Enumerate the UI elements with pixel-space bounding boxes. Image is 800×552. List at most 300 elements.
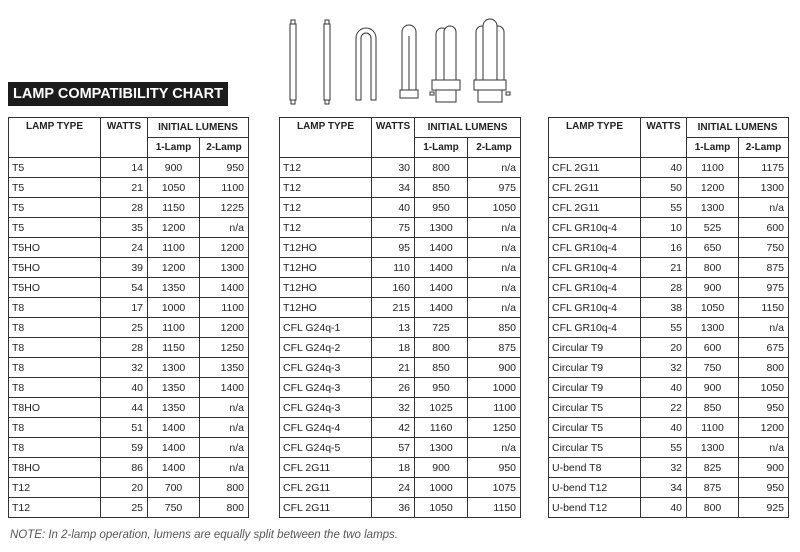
- watts-header: WATTS: [641, 118, 687, 158]
- lamp-type-cell: CFL GR10q-4: [549, 238, 641, 258]
- table-row: [9, 358, 249, 378]
- one-lamp-lumens-cell: 1150: [148, 198, 200, 218]
- lamp-type-cell: T12HO: [280, 278, 372, 298]
- lamp-type-cell: CFL G24q-3: [280, 398, 372, 418]
- watts-cell: 34: [641, 478, 687, 498]
- table-row: [549, 418, 789, 438]
- two-lamp-lumens-cell: n/a: [468, 258, 521, 278]
- lamp-type-cell: T8: [9, 378, 101, 398]
- one-lamp-lumens-cell: 950: [415, 378, 468, 398]
- lamp-type-cell: T5: [9, 178, 101, 198]
- table-row: [280, 298, 521, 318]
- two-lamp-lumens-cell: 925: [739, 498, 789, 518]
- one-lamp-lumens-cell: 750: [687, 358, 739, 378]
- table-row: [280, 418, 521, 438]
- triple-tube-pin-base-icon: [474, 19, 510, 102]
- watts-cell: 54: [101, 278, 148, 298]
- quad-tube-pin-base-icon: [430, 26, 460, 102]
- lamp-type-cell: Circular T5: [549, 438, 641, 458]
- table-row: [549, 478, 789, 498]
- one-lamp-lumens-cell: 1100: [687, 158, 739, 178]
- one-lamp-lumens-cell: 850: [415, 178, 468, 198]
- table-row: [280, 278, 521, 298]
- lamp-type-cell: CFL GR10q-4: [549, 218, 641, 238]
- watts-cell: 40: [101, 378, 148, 398]
- two-lamp-lumens-cell: 950: [739, 398, 789, 418]
- lamp-type-cell: T8: [9, 358, 101, 378]
- two-lamp-lumens-cell: 1400: [200, 378, 249, 398]
- two-lamp-lumens-cell: 600: [739, 218, 789, 238]
- watts-cell: 44: [101, 398, 148, 418]
- one-lamp-lumens-cell: 825: [687, 458, 739, 478]
- watts-cell: 10: [641, 218, 687, 238]
- lamp-type-cell: CFL G24q-5: [280, 438, 372, 458]
- table-row: [9, 398, 249, 418]
- lamp-type-cell: T8HO: [9, 458, 101, 478]
- table-row: [9, 258, 249, 278]
- two-lamp-lumens-cell: n/a: [739, 318, 789, 338]
- two-lamp-lumens-cell: n/a: [468, 158, 521, 178]
- lamp-type-cell: CFL 2G11: [280, 498, 372, 518]
- lamp-type-cell: CFL GR10q-4: [549, 258, 641, 278]
- watts-cell: 86: [101, 458, 148, 478]
- one-lamp-lumens-cell: 700: [148, 478, 200, 498]
- lamp-type-cell: Circular T5: [549, 398, 641, 418]
- one-lamp-lumens-cell: 1350: [148, 278, 200, 298]
- watts-cell: 20: [641, 338, 687, 358]
- table-row: [9, 418, 249, 438]
- lamp-type-cell: T8: [9, 338, 101, 358]
- lamp-type-cell: T5: [9, 158, 101, 178]
- two-lamp-lumens-cell: 1100: [200, 178, 249, 198]
- lamp-illustrations: [280, 18, 520, 106]
- two-lamp-lumens-cell: 1150: [468, 498, 521, 518]
- table-row: [549, 498, 789, 518]
- table-row: [9, 178, 249, 198]
- watts-cell: 59: [101, 438, 148, 458]
- table-row: [549, 398, 789, 418]
- table-row: [549, 358, 789, 378]
- twin-tube-icon: [400, 25, 418, 98]
- watts-cell: 35: [101, 218, 148, 238]
- table-row: [549, 218, 789, 238]
- lamp-type-header: LAMP TYPE: [280, 118, 372, 158]
- one-lamp-lumens-cell: 1350: [148, 398, 200, 418]
- table-row: [280, 198, 521, 218]
- lamp-type-cell: U-bend T8: [549, 458, 641, 478]
- two-lamp-lumens-cell: n/a: [468, 278, 521, 298]
- one-lamp-lumens-cell: 1100: [148, 318, 200, 338]
- lamp-type-cell: T8HO: [9, 398, 101, 418]
- watts-cell: 110: [372, 258, 415, 278]
- two-lamp-lumens-cell: n/a: [468, 218, 521, 238]
- two-lamp-lumens-cell: n/a: [200, 418, 249, 438]
- two-lamp-lumens-cell: 1200: [200, 318, 249, 338]
- one-lamp-lumens-cell: 900: [687, 378, 739, 398]
- two-lamp-lumens-cell: 1075: [468, 478, 521, 498]
- table-row: [9, 238, 249, 258]
- table-row: [549, 278, 789, 298]
- lamp-type-cell: T8: [9, 318, 101, 338]
- lamp-table-2: [279, 117, 521, 518]
- table-row: [9, 378, 249, 398]
- one-lamp-lumens-cell: 1400: [415, 258, 468, 278]
- one-lamp-lumens-cell: 1300: [687, 198, 739, 218]
- one-lamp-header: 1-Lamp: [415, 138, 468, 158]
- watts-cell: 40: [372, 198, 415, 218]
- table-row: [280, 258, 521, 278]
- two-lamp-lumens-cell: 875: [468, 338, 521, 358]
- two-lamp-lumens-cell: 1175: [739, 158, 789, 178]
- lamp-type-cell: T12: [9, 498, 101, 518]
- table-row: [9, 298, 249, 318]
- table-row: [9, 218, 249, 238]
- lamp-type-cell: CFL GR10q-4: [549, 278, 641, 298]
- two-lamp-lumens-cell: 875: [739, 258, 789, 278]
- two-lamp-lumens-cell: 1050: [468, 198, 521, 218]
- lamp-type-cell: T5: [9, 198, 101, 218]
- one-lamp-lumens-cell: 725: [415, 318, 468, 338]
- lamp-table-3: [548, 117, 789, 518]
- one-lamp-lumens-cell: 800: [687, 258, 739, 278]
- two-lamp-header: 2-Lamp: [739, 138, 789, 158]
- one-lamp-lumens-cell: 1300: [415, 438, 468, 458]
- two-lamp-lumens-cell: 900: [739, 458, 789, 478]
- table-row: [280, 438, 521, 458]
- watts-cell: 20: [101, 478, 148, 498]
- one-lamp-lumens-cell: 1400: [148, 438, 200, 458]
- table-row: [549, 158, 789, 178]
- one-lamp-lumens-cell: 800: [415, 338, 468, 358]
- lamp-type-header: LAMP TYPE: [549, 118, 641, 158]
- two-lamp-lumens-cell: 1200: [739, 418, 789, 438]
- lamp-type-cell: CFL GR10q-4: [549, 298, 641, 318]
- table-row: [9, 498, 249, 518]
- table-row: [549, 378, 789, 398]
- lamp-type-cell: Circular T9: [549, 358, 641, 378]
- initial-lumens-header: INITIAL LUMENS: [148, 118, 249, 138]
- lamp-type-cell: T5HO: [9, 238, 101, 258]
- one-lamp-lumens-cell: 1100: [148, 238, 200, 258]
- one-lamp-lumens-cell: 1400: [148, 458, 200, 478]
- watts-cell: 34: [372, 178, 415, 198]
- two-lamp-lumens-cell: 1250: [200, 338, 249, 358]
- one-lamp-lumens-cell: 1350: [148, 378, 200, 398]
- two-lamp-lumens-cell: 1200: [200, 238, 249, 258]
- watts-cell: 215: [372, 298, 415, 318]
- one-lamp-lumens-cell: 750: [148, 498, 200, 518]
- lamp-type-cell: T5HO: [9, 258, 101, 278]
- lamp-type-cell: CFL G24q-1: [280, 318, 372, 338]
- two-lamp-lumens-cell: 1100: [200, 298, 249, 318]
- table-row: [549, 438, 789, 458]
- one-lamp-lumens-cell: 850: [415, 358, 468, 378]
- table-row: [280, 398, 521, 418]
- two-lamp-lumens-cell: 950: [468, 458, 521, 478]
- lamp-type-cell: U-bend T12: [549, 498, 641, 518]
- chart-title: LAMP COMPATIBILITY CHART: [8, 82, 228, 106]
- one-lamp-lumens-cell: 1200: [148, 258, 200, 278]
- straight-tube-icon: [324, 20, 330, 104]
- initial-lumens-header: INITIAL LUMENS: [415, 118, 521, 138]
- two-lamp-lumens-cell: 1000: [468, 378, 521, 398]
- one-lamp-lumens-cell: 900: [687, 278, 739, 298]
- watts-cell: 160: [372, 278, 415, 298]
- one-lamp-lumens-cell: 1400: [415, 278, 468, 298]
- watts-cell: 55: [641, 198, 687, 218]
- lamp-type-cell: CFL GR10q-4: [549, 318, 641, 338]
- watts-cell: 21: [641, 258, 687, 278]
- table-row: [549, 198, 789, 218]
- watts-cell: 40: [641, 418, 687, 438]
- two-lamp-lumens-cell: 1400: [200, 278, 249, 298]
- table-row: [9, 458, 249, 478]
- watts-cell: 75: [372, 218, 415, 238]
- two-lamp-lumens-cell: n/a: [468, 298, 521, 318]
- one-lamp-lumens-cell: 1160: [415, 418, 468, 438]
- one-lamp-lumens-cell: 1050: [415, 498, 468, 518]
- one-lamp-lumens-cell: 875: [687, 478, 739, 498]
- table-row: [549, 178, 789, 198]
- lamp-type-header: LAMP TYPE: [9, 118, 101, 158]
- table-row: [9, 338, 249, 358]
- two-lamp-lumens-cell: 1350: [200, 358, 249, 378]
- header-row: [9, 118, 249, 138]
- table-row: [549, 298, 789, 318]
- two-lamp-lumens-cell: 800: [739, 358, 789, 378]
- watts-cell: 32: [101, 358, 148, 378]
- table-row: [9, 278, 249, 298]
- watts-cell: 17: [101, 298, 148, 318]
- lamp-type-cell: CFL G24q-4: [280, 418, 372, 438]
- two-lamp-lumens-cell: 1300: [200, 258, 249, 278]
- table-row: [549, 338, 789, 358]
- lamp-type-cell: CFL 2G11: [549, 198, 641, 218]
- one-lamp-lumens-cell: 1100: [687, 418, 739, 438]
- one-lamp-lumens-cell: 1400: [415, 238, 468, 258]
- lamp-type-cell: CFL G24q-2: [280, 338, 372, 358]
- lamp-type-cell: T12: [280, 218, 372, 238]
- watts-cell: 16: [641, 238, 687, 258]
- watts-cell: 21: [372, 358, 415, 378]
- watts-cell: 57: [372, 438, 415, 458]
- one-lamp-lumens-cell: 900: [415, 458, 468, 478]
- table-row: [549, 458, 789, 478]
- table-row: [280, 498, 521, 518]
- one-lamp-lumens-cell: 1050: [687, 298, 739, 318]
- lamp-type-cell: Circular T9: [549, 338, 641, 358]
- watts-cell: 28: [641, 278, 687, 298]
- lamp-type-cell: T12HO: [280, 258, 372, 278]
- watts-cell: 26: [372, 378, 415, 398]
- lamp-type-cell: CFL 2G11: [280, 458, 372, 478]
- lamp-type-cell: CFL G24q-3: [280, 358, 372, 378]
- table-row: [280, 478, 521, 498]
- watts-cell: 40: [641, 378, 687, 398]
- table-row: [9, 158, 249, 178]
- watts-cell: 21: [101, 178, 148, 198]
- lamp-type-cell: CFL 2G11: [549, 158, 641, 178]
- one-lamp-lumens-cell: 1200: [687, 178, 739, 198]
- watts-cell: 18: [372, 338, 415, 358]
- one-lamp-lumens-cell: 800: [415, 158, 468, 178]
- lamp-type-cell: Circular T5: [549, 418, 641, 438]
- lamp-type-cell: T12: [280, 178, 372, 198]
- straight-tube-icon: [290, 20, 296, 104]
- one-lamp-lumens-cell: 1000: [415, 478, 468, 498]
- one-lamp-lumens-cell: 1050: [148, 178, 200, 198]
- two-lamp-lumens-cell: n/a: [200, 398, 249, 418]
- lamp-type-cell: T12: [280, 158, 372, 178]
- one-lamp-lumens-cell: 1300: [687, 438, 739, 458]
- watts-cell: 24: [372, 478, 415, 498]
- one-lamp-lumens-cell: 1300: [415, 218, 468, 238]
- watts-cell: 32: [641, 358, 687, 378]
- lamp-table-1: [8, 117, 249, 518]
- u-bend-tube-icon: [356, 28, 376, 100]
- watts-header: WATTS: [372, 118, 415, 158]
- watts-cell: 18: [372, 458, 415, 478]
- one-lamp-lumens-cell: 525: [687, 218, 739, 238]
- lamp-type-cell: T5HO: [9, 278, 101, 298]
- table-row: [280, 338, 521, 358]
- watts-cell: 55: [641, 318, 687, 338]
- watts-cell: 51: [101, 418, 148, 438]
- one-lamp-lumens-cell: 900: [148, 158, 200, 178]
- table-row: [280, 458, 521, 478]
- two-lamp-lumens-cell: n/a: [200, 218, 249, 238]
- two-lamp-lumens-cell: 850: [468, 318, 521, 338]
- lamp-type-cell: T8: [9, 438, 101, 458]
- watts-cell: 25: [101, 318, 148, 338]
- table-row: [280, 218, 521, 238]
- watts-cell: 28: [101, 198, 148, 218]
- one-lamp-lumens-cell: 1025: [415, 398, 468, 418]
- one-lamp-header: 1-Lamp: [148, 138, 200, 158]
- two-lamp-lumens-cell: n/a: [468, 238, 521, 258]
- two-lamp-lumens-cell: 800: [200, 498, 249, 518]
- one-lamp-lumens-cell: 1000: [148, 298, 200, 318]
- table-row: [549, 318, 789, 338]
- table-row: [280, 238, 521, 258]
- watts-cell: 39: [101, 258, 148, 278]
- two-lamp-lumens-cell: 950: [200, 158, 249, 178]
- two-lamp-header: 2-Lamp: [200, 138, 249, 158]
- lamp-type-cell: CFL 2G11: [280, 478, 372, 498]
- watts-cell: 24: [101, 238, 148, 258]
- lamp-type-cell: CFL G24q-3: [280, 378, 372, 398]
- header-row: [549, 118, 789, 138]
- two-lamp-lumens-cell: 1250: [468, 418, 521, 438]
- watts-cell: 42: [372, 418, 415, 438]
- footnote: NOTE: In 2-lamp operation, lumens are equally split between the two lamps.: [10, 529, 398, 541]
- two-lamp-lumens-cell: n/a: [200, 438, 249, 458]
- table-row: [9, 438, 249, 458]
- two-lamp-lumens-cell: 1050: [739, 378, 789, 398]
- watts-cell: 25: [101, 498, 148, 518]
- one-lamp-lumens-cell: 1300: [148, 358, 200, 378]
- table-row: [280, 178, 521, 198]
- two-lamp-lumens-cell: n/a: [739, 198, 789, 218]
- table-row: [280, 358, 521, 378]
- one-lamp-lumens-cell: 1200: [148, 218, 200, 238]
- watts-cell: 32: [372, 398, 415, 418]
- two-lamp-lumens-cell: 1300: [739, 178, 789, 198]
- two-lamp-lumens-cell: 1150: [739, 298, 789, 318]
- one-lamp-lumens-cell: 1400: [148, 418, 200, 438]
- two-lamp-lumens-cell: 1225: [200, 198, 249, 218]
- watts-cell: 40: [641, 158, 687, 178]
- two-lamp-header: 2-Lamp: [468, 138, 521, 158]
- one-lamp-lumens-cell: 800: [687, 498, 739, 518]
- one-lamp-lumens-cell: 600: [687, 338, 739, 358]
- watts-header: WATTS: [101, 118, 148, 158]
- watts-cell: 22: [641, 398, 687, 418]
- one-lamp-lumens-cell: 1300: [687, 318, 739, 338]
- watts-cell: 32: [641, 458, 687, 478]
- two-lamp-lumens-cell: 1100: [468, 398, 521, 418]
- watts-cell: 40: [641, 498, 687, 518]
- two-lamp-lumens-cell: 750: [739, 238, 789, 258]
- lamp-type-cell: T5: [9, 218, 101, 238]
- lamp-type-cell: T8: [9, 298, 101, 318]
- lamp-type-cell: CFL 2G11: [549, 178, 641, 198]
- table-row: [9, 318, 249, 338]
- two-lamp-lumens-cell: n/a: [200, 458, 249, 478]
- lamp-type-cell: T12HO: [280, 238, 372, 258]
- watts-cell: 50: [641, 178, 687, 198]
- two-lamp-lumens-cell: 975: [739, 278, 789, 298]
- lamp-type-cell: T12HO: [280, 298, 372, 318]
- table-row: [280, 318, 521, 338]
- table-row: [280, 378, 521, 398]
- two-lamp-lumens-cell: 975: [468, 178, 521, 198]
- watts-cell: 28: [101, 338, 148, 358]
- watts-cell: 36: [372, 498, 415, 518]
- lamp-type-cell: T12: [9, 478, 101, 498]
- two-lamp-lumens-cell: 675: [739, 338, 789, 358]
- one-lamp-header: 1-Lamp: [687, 138, 739, 158]
- watts-cell: 14: [101, 158, 148, 178]
- two-lamp-lumens-cell: n/a: [468, 438, 521, 458]
- lamp-type-cell: T12: [280, 198, 372, 218]
- table-row: [9, 478, 249, 498]
- table-row: [280, 158, 521, 178]
- watts-cell: 55: [641, 438, 687, 458]
- table-row: [549, 238, 789, 258]
- two-lamp-lumens-cell: 800: [200, 478, 249, 498]
- watts-cell: 30: [372, 158, 415, 178]
- two-lamp-lumens-cell: 950: [739, 478, 789, 498]
- one-lamp-lumens-cell: 1400: [415, 298, 468, 318]
- table-row: [549, 258, 789, 278]
- two-lamp-lumens-cell: n/a: [739, 438, 789, 458]
- one-lamp-lumens-cell: 950: [415, 198, 468, 218]
- one-lamp-lumens-cell: 1150: [148, 338, 200, 358]
- watts-cell: 38: [641, 298, 687, 318]
- header-row: [280, 118, 521, 138]
- lamp-type-cell: U-bend T12: [549, 478, 641, 498]
- watts-cell: 13: [372, 318, 415, 338]
- table-row: [9, 198, 249, 218]
- lamp-type-cell: T8: [9, 418, 101, 438]
- lamp-type-cell: Circular T9: [549, 378, 641, 398]
- one-lamp-lumens-cell: 850: [687, 398, 739, 418]
- one-lamp-lumens-cell: 650: [687, 238, 739, 258]
- initial-lumens-header: INITIAL LUMENS: [687, 118, 789, 138]
- watts-cell: 95: [372, 238, 415, 258]
- two-lamp-lumens-cell: 900: [468, 358, 521, 378]
